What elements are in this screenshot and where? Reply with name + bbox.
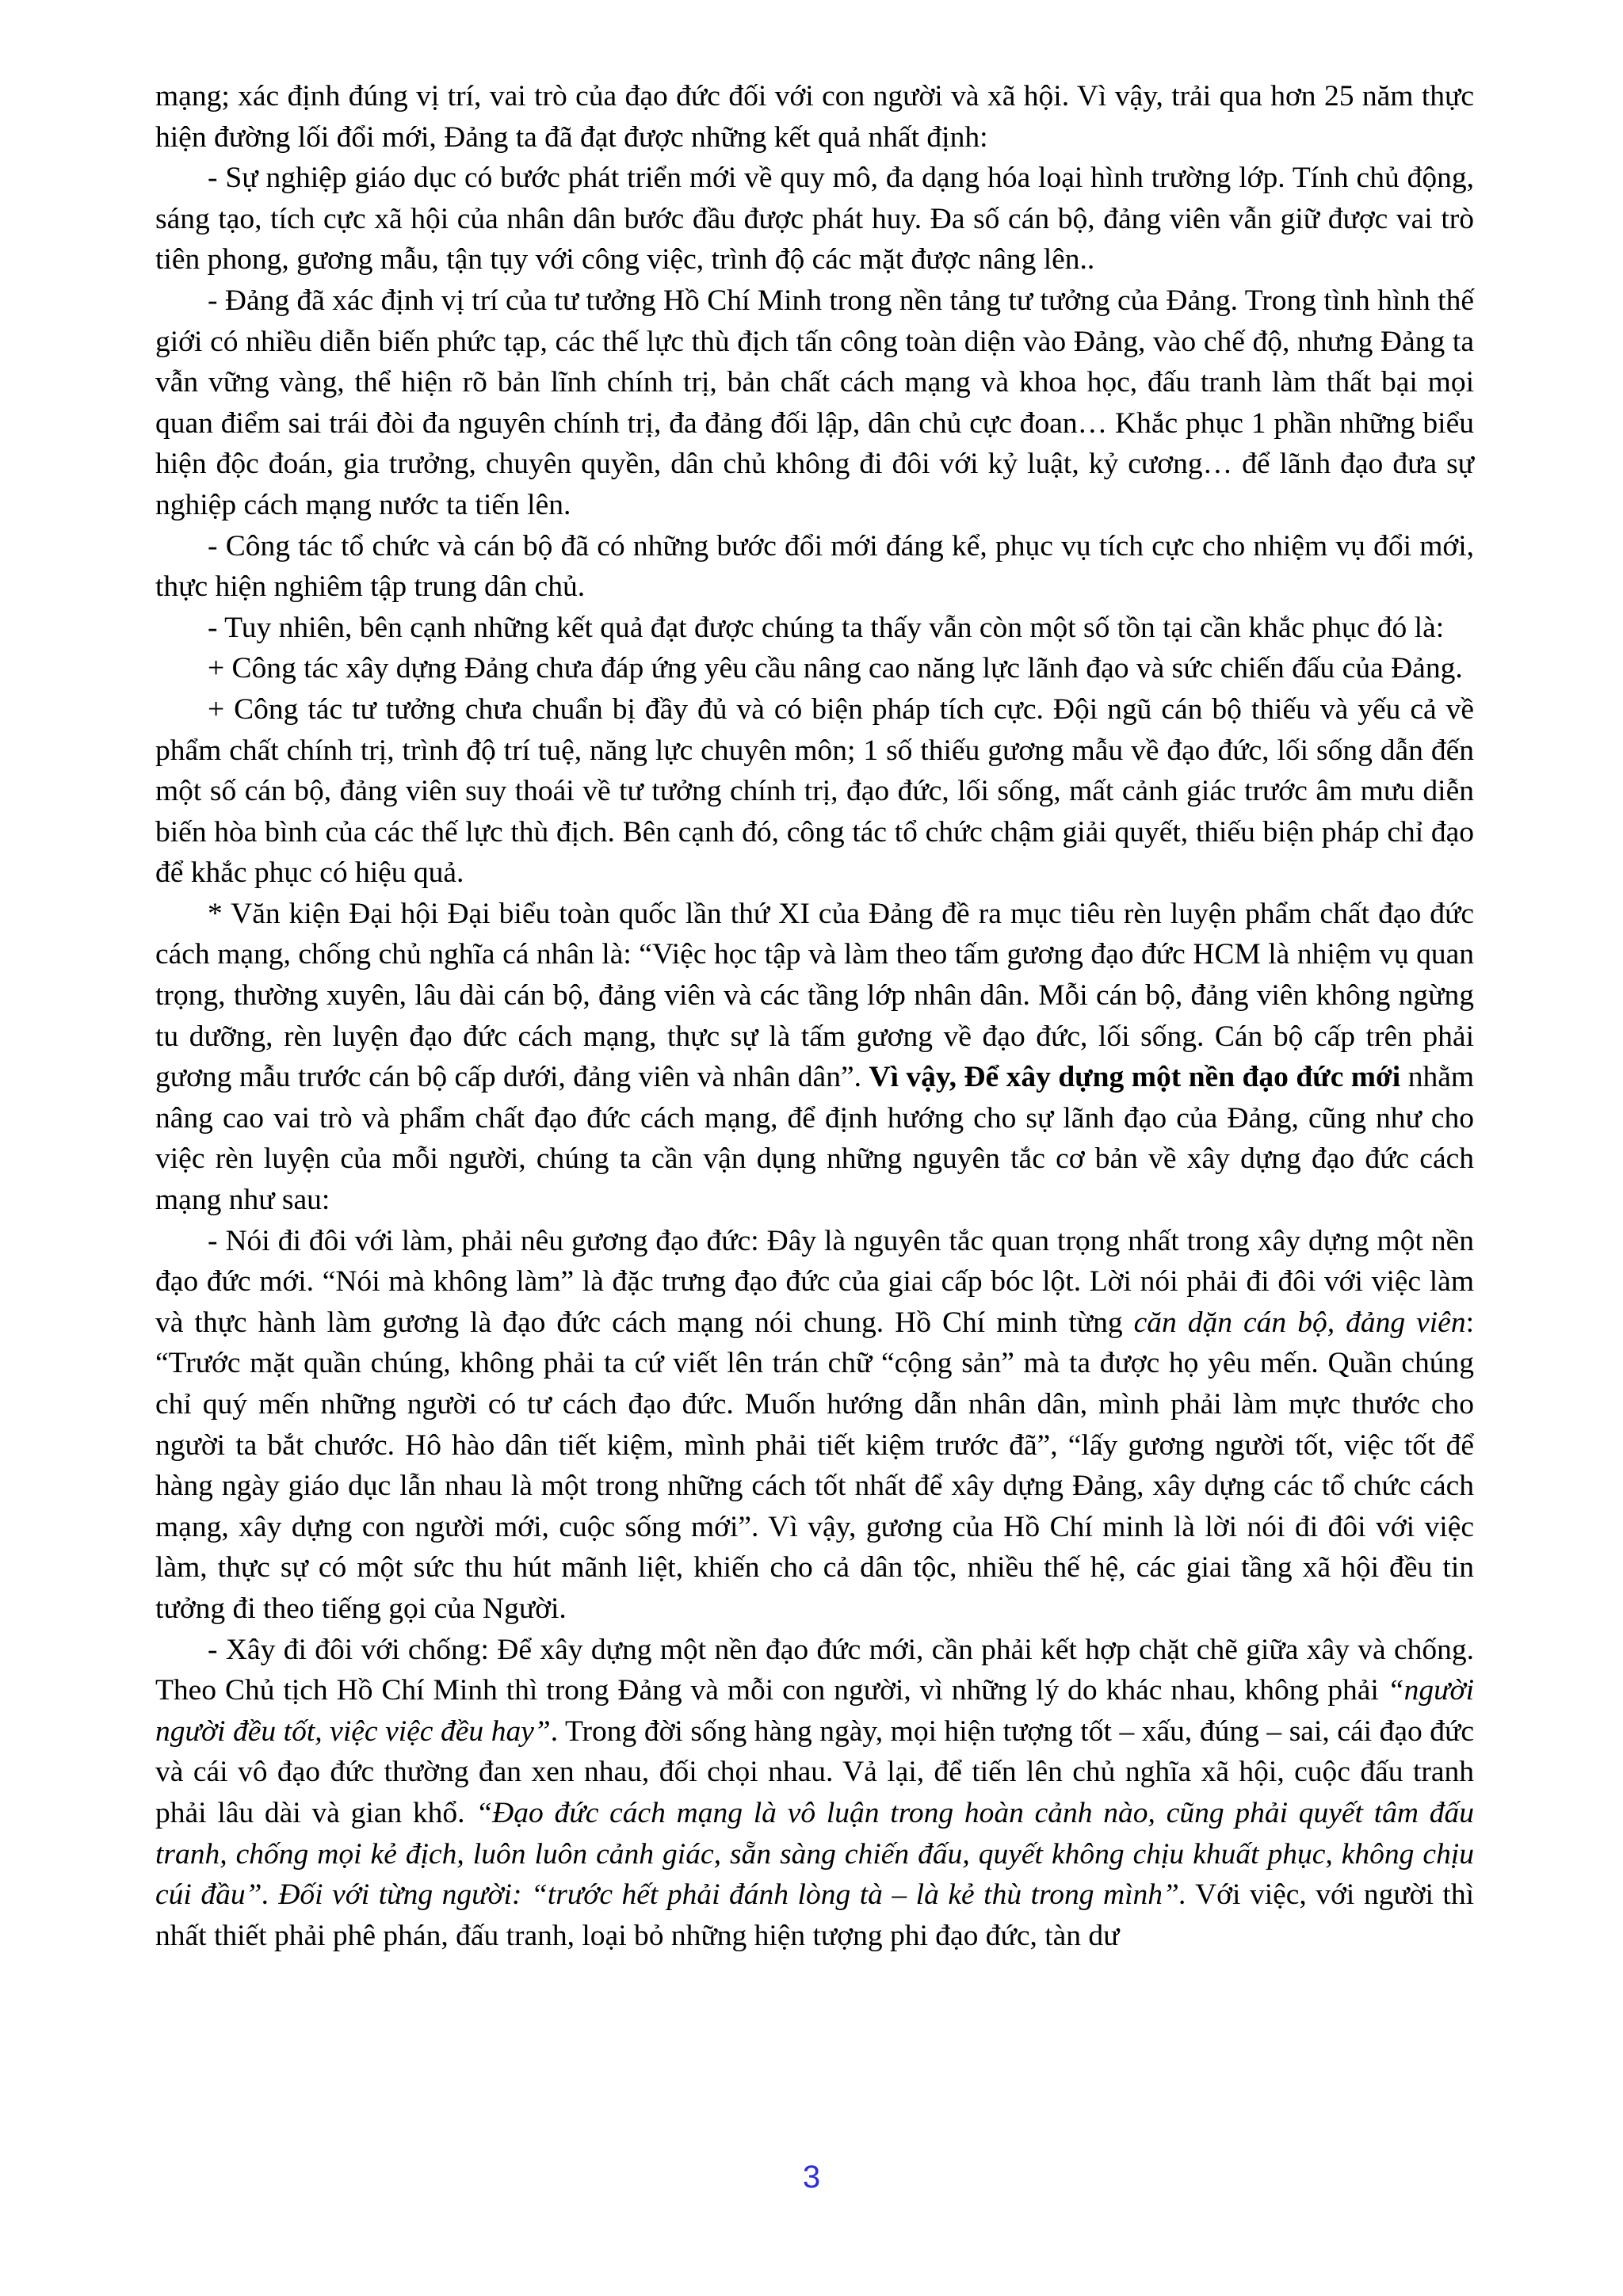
paragraph-8 [155, 1221, 1474, 1630]
paragraph-4 [155, 608, 1474, 649]
text-run: . Trong đời sống hàng ngày, mọi hiện tượng tốt – xấu, đúng – sai, cái đạo đức và cái vô đạo đức thường đan xen nhau, đối chọi nhau. Vả lại, để tiến lên chủ nghĩa xã hội, cuộc đấu tranh phải lâu dài và gian khổ. [155, 1714, 1474, 1829]
text-run: - Công tác tổ chức và cán bộ đã có những bước đổi mới đáng kể, phục vụ tích cực cho nhiệm vụ đổi mới, thực hiện nghiêm tập trung dân chủ. [155, 529, 1474, 604]
paragraph-0 [155, 76, 1474, 158]
text-run: * Văn kiện Đại hội Đại biểu toàn quốc lần thứ XI của Đảng đề ra mục tiêu rèn luyện phẩm chất đạo đức cách mạng, chống chủ nghĩa cá nhân là: “Việc học tập và làm theo tấm gương đạo đức HCM là nhiệm vụ quan trọng, thường xuyên, lâu dài cán bộ, đảng viên và các tầng lớp nhân dân. Mỗi cán bộ, đảng viên không ngừng tu dưỡng, rèn luyện đạo đức cách mạng, thực sự là tấm gương về đạo đức, lối sống. Cán bộ cấp trên phải gương mẫu trước cán bộ cấp dưới, đảng viên và nhân dân”. [155, 897, 1474, 1094]
text-run: mạng; xác định đúng vị trí, vai trò của đạo đức đối với con người và xã hội. Vì vậy, trải qua hơn 25 năm thực hiện đường lối đổi mới, Đảng ta đã đạt được những kết quả nhất định: [155, 80, 1474, 154]
text-run: : “Trước mặt quần chúng, không phải ta cứ viết lên trán chữ “cộng sản” mà ta được họ yêu mến. Quần chúng chỉ quý mến những người có tư cách đạo đức. Muốn hướng dẫn nhân dân, mình phải làm mực thước cho người ta bắt chước. Hô hào dân tiết kiệm, mình phải tiết kiệm trước đã”, “lấy gương người tốt, việc tốt để hàng ngày giáo dục lẫn nhau là một trong những cách tốt nhất để xây dựng Đảng, xây dựng các tổ chức cách mạng, xây dựng con người mới, cuộc sống mới”. Vì vậy, gương của Hồ Chí minh là lời nói đi đôi với việc làm, thực sự có một sức thu hút mãnh liệt, khiến cho cả dân tộc, nhiều thế hệ, các giai tầng xã hội đều tin tưởng đi theo tiếng gọi của Người. [155, 1306, 1474, 1625]
italic-phrase: “người người đều tốt, việc việc đều hay” [155, 1674, 1474, 1748]
text-run: - Đảng đã xác định vị trí của tư tưởng Hồ Chí Minh trong nền tảng tư tưởng của Đảng. Trong tình hình thế giới có nhiều diễn biến phức tạp, các thế lực thù địch tấn công toàn diện vào Đảng, vào chế độ, nhưng Đảng ta vẫn vững vàng, thể hiện rõ bản lĩnh chính trị, bản chất cách mạng và khoa học, đấu tranh làm thất bại mọi quan điểm sai trái đòi đa nguyên chính trị, đa đảng đối lập, dân chủ cực đoan… Khắc phục 1 phần những biểu hiện độc đoán, gia trưởng, chuyên quyền, dân chủ không đi đôi với kỷ luật, kỷ cương… để lãnh đạo đưa sự nghiệp cách mạng nước ta tiến lên. [155, 284, 1474, 521]
paragraph-3 [155, 526, 1474, 608]
italic-quote: “Đạo đức cách mạng là vô luận trong hoàn cảnh nào, cũng phải quyết tâm đấu tranh, chống mọi kẻ địch, luôn luôn cảnh giác, sẵn sàng chiến đấu, quyết không chịu khuất phục, không chịu cúi đầu”. Đối với từng người: “trước hết phải đánh lòng tà – là kẻ thù trong mình”. [155, 1796, 1474, 1912]
page-number: 3 [802, 2160, 821, 2195]
paragraph-5 [155, 648, 1474, 689]
paragraph-7 [155, 894, 1474, 1221]
text-run: - Sự nghiệp giáo dục có bước phát triển mới về quy mô, đa dạng hóa loại hình trường lớp. Tính chủ động, sáng tạo, tích cực xã hội của nhân dân bước đầu được phát huy. Đa số cán bộ, đảng viên vẫn giữ được vai trò tiên phong, gương mẫu, tận tụy với công việc, trình độ các mặt được nâng lên.. [155, 162, 1474, 277]
text-run: + Công tác xây dựng Đảng chưa đáp ứng yêu cầu nâng cao năng lực lãnh đạo và sức chiến đấu của Đảng. [208, 652, 1463, 685]
paragraph-2 [155, 280, 1474, 526]
text-run: - Nói đi đôi với làm, phải nêu gương đạo đức: Đây là nguyên tắc quan trọng nhất trong xây dựng một nền đạo đức mới. “Nói mà không làm” là đặc trưng đạo đức của giai cấp bóc lột. Lời nói phải đi đôi với việc làm và thực hành làm gương là đạo đức cách mạng nói chung. Hồ Chí minh từng [155, 1224, 1474, 1339]
text-run: Với việc, với người thì nhất thiết phải phê phán, đấu tranh, loại bỏ những hiện tượng phi đạo đức, tàn dư [155, 1878, 1474, 1952]
italic-phrase: căn dặn cán bộ, đảng viên [1133, 1306, 1466, 1339]
text-run: + Công tác tư tưởng chưa chuẩn bị đầy đủ và có biện pháp tích cực. Đội ngũ cán bộ thiếu và yếu cả về phẩm chất chính trị, trình độ trí tuệ, năng lực chuyên môn; 1 số thiếu gương mẫu về đạo đức, lối sống dẫn đến một số cán bộ, đảng viên suy thoái về tư tưởng chính trị, đạo đức, lối sống, mất cảnh giác trước âm mưu diễn biến hòa bình của các thế lực thù địch. Bên cạnh đó, công tác tổ chức chậm giải quyết, thiếu biện pháp chỉ đạo để khắc phục có hiệu quả. [155, 692, 1474, 890]
text-run: - Tuy nhiên, bên cạnh những kết quả đạt được chúng ta thấy vẫn còn một số tồn tại cần khắc phục đó là: [208, 611, 1445, 644]
paragraph-1 [155, 158, 1474, 280]
body-text [155, 76, 1474, 1956]
bold-phrase: Vì vậy, Để xây dựng một nền đạo đức mới [869, 1061, 1401, 1094]
paragraph-9 [155, 1630, 1474, 1957]
text-run: - Xây đi đôi với chống: Để xây dựng một nền đạo đức mới, cần phải kết hợp chặt chẽ giữa xây và chống. Theo Chủ tịch Hồ Chí Minh thì trong Đảng và mỗi con người, vì những lý do khác nhau, không phải [155, 1633, 1474, 1707]
text-run: nhằm nâng cao vai trò và phẩm chất đạo đức cách mạng, để định hướng cho sự lãnh đạo của Đảng, cũng như cho việc rèn luyện của mỗi người, chúng ta cần vận dụng những nguyên tắc cơ bản về xây dựng đạo đức cách mạng như sau: [155, 1061, 1475, 1217]
paragraph-6 [155, 689, 1474, 894]
